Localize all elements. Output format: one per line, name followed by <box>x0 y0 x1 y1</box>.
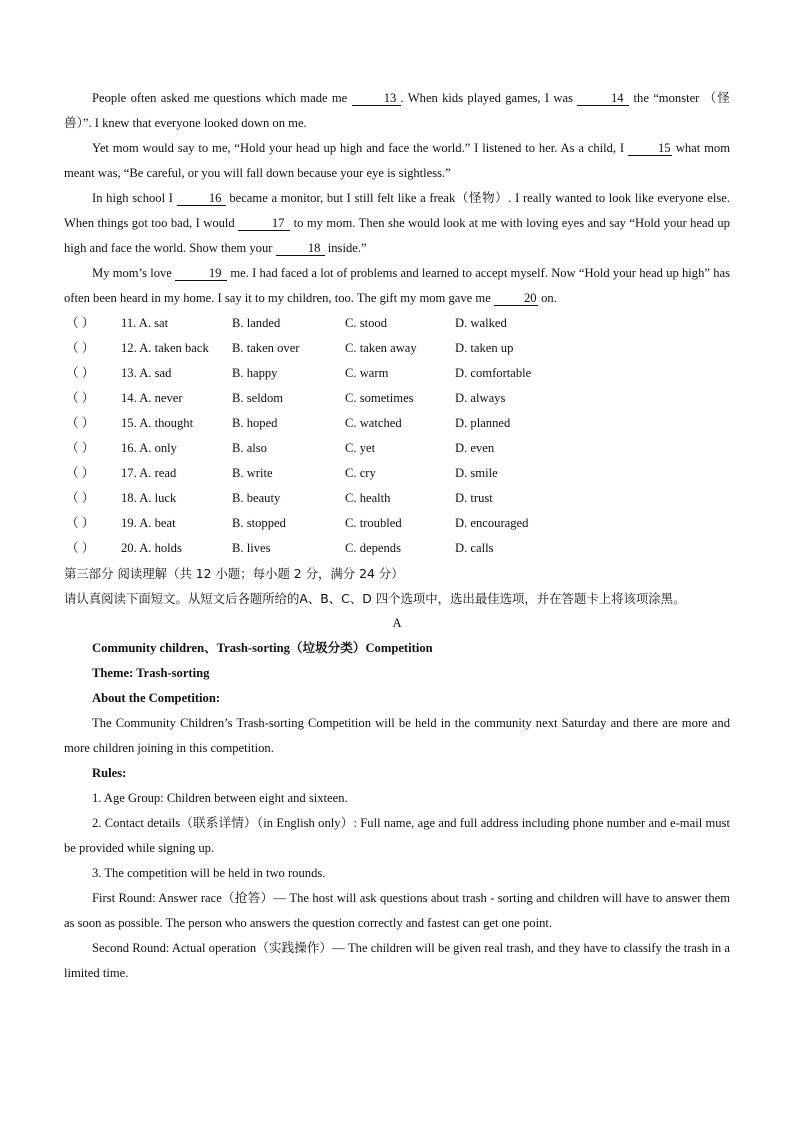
rule-3: 3. The competition will be held in two rounds. <box>92 866 326 880</box>
option-b: B. hoped <box>232 416 278 430</box>
blank-19: 19 <box>175 266 227 281</box>
option-b: B. lives <box>232 541 271 555</box>
option-a: 12. A. taken back <box>121 341 209 355</box>
option-c: C. sometimes <box>345 391 414 405</box>
option-b: B. beauty <box>232 491 281 505</box>
option-c: C. stood <box>345 316 387 330</box>
option-row-20 <box>64 536 730 561</box>
cloze-paragraph-2: Yet mom would say to me, “Hold your head up high and face the world.” I listened to her. As a child, I 15 what mom meant was, “Be careful, or you will fall down because your eye is sightless.” <box>64 141 730 180</box>
option-d: D. even <box>455 441 495 455</box>
option-row-18 <box>64 486 730 511</box>
option-a: 16. A. only <box>121 441 177 455</box>
blank-15: 15 <box>628 141 672 156</box>
option-d: D. smile <box>455 466 498 480</box>
option-a: 15. A. thought <box>121 416 194 430</box>
option-row-14 <box>64 386 730 411</box>
answer-paren: （ ） <box>66 516 95 530</box>
option-c: C. troubled <box>345 516 402 530</box>
option-c: C. taken away <box>345 341 417 355</box>
option-b: B. happy <box>232 366 278 380</box>
answer-paren: （ ） <box>66 541 95 555</box>
rules-heading: Rules: <box>92 766 127 780</box>
option-row-16 <box>64 436 730 461</box>
about-heading: About the Competition: <box>92 691 221 705</box>
option-c: C. depends <box>345 541 401 555</box>
option-d: D. always <box>455 391 506 405</box>
option-c: C. yet <box>345 441 376 455</box>
cloze-options <box>64 311 730 561</box>
option-b: B. stopped <box>232 516 286 530</box>
option-a: 14. A. never <box>121 391 183 405</box>
answer-paren: （ ） <box>66 466 95 480</box>
rule-2: 2. Contact details（联系详情）（in English only）: Full name, age and full address including phone number and e-mail must be provided while signing up. <box>64 816 730 855</box>
answer-paren: （ ） <box>66 316 95 330</box>
round-1: First Round: Answer race（抢答）— The host will ask questions about trash - sorting and children will have to answer them as soon as possible. The person who answers the question correctly and fastest can get one point. <box>64 891 730 930</box>
cloze-paragraph-4: My mom’s love 19 me. I had faced a lot of problems and learned to accept myself. Now “Hold your head up high” has often been heard in my home. I say it to my children, too. The gift my mom gave me 20 on. <box>64 266 730 305</box>
answer-paren: （ ） <box>66 491 95 505</box>
blank-16: 16 <box>177 191 226 206</box>
option-a: 19. A. beat <box>121 516 176 530</box>
option-a: 11. A. sat <box>121 316 169 330</box>
answer-paren: （ ） <box>66 416 95 430</box>
option-b: B. also <box>232 441 267 455</box>
blank-17: 17 <box>238 216 290 231</box>
blank-13: 13 <box>352 91 401 106</box>
option-a: 17. A. read <box>121 466 177 480</box>
round-2: Second Round: Actual operation（实践操作）— The children will be given real trash, and they have to classify the trash in a limited time. <box>64 941 730 980</box>
option-d: D. taken up <box>455 341 514 355</box>
blank-14: 14 <box>577 91 629 106</box>
option-row-13 <box>64 361 730 386</box>
option-d: D. encouraged <box>455 516 529 530</box>
option-c: C. cry <box>345 466 376 480</box>
option-d: D. walked <box>455 316 507 330</box>
option-d: D. trust <box>455 491 493 505</box>
blank-18: 18 <box>276 241 325 256</box>
option-c: C. health <box>345 491 391 505</box>
option-d: D. calls <box>455 541 494 555</box>
option-d: D. planned <box>455 416 511 430</box>
option-b: B. write <box>232 466 273 480</box>
cloze-paragraph-3: In high school I 16 became a monitor, but I still felt like a freak（怪物）. I really wanted to look like everyone else. When things got too bad, I would 17 to my mom. Then she would look at me with loving eyes and say “Hold your head up high and face the world. Show them your 18 inside.” <box>64 191 730 255</box>
passage-theme: Theme: Trash-sorting <box>92 666 210 680</box>
blank-20: 20 <box>494 291 538 306</box>
option-row-19 <box>64 511 730 536</box>
cloze-paragraph-1: People often asked me questions which made me 13 . When kids played games, I was 14 the “monster （怪兽）”. I knew that everyone looked down on me. <box>64 91 730 130</box>
rule-1: 1. Age Group: Children between eight and sixteen. <box>92 791 348 805</box>
section-instruction: 请认真阅读下面短文。从短文后各题所给的A、B、C、D 四个选项中，选出最佳选项，并在答题卡上将该项涂黑。 <box>64 591 686 606</box>
option-a: 13. A. sad <box>121 366 172 380</box>
option-a: 20. A. holds <box>121 541 182 555</box>
option-b: B. seldom <box>232 391 284 405</box>
option-b: B. landed <box>232 316 281 330</box>
option-row-12 <box>64 336 730 361</box>
option-d: D. comfortable <box>455 366 532 380</box>
answer-paren: （ ） <box>66 441 95 455</box>
answer-paren: （ ） <box>66 391 95 405</box>
section-heading: 第三部分 阅读理解（共 12 小题；每小题 2 分，满分 24 分） <box>64 566 404 581</box>
option-c: C. watched <box>345 416 402 430</box>
answer-paren: （ ） <box>66 366 95 380</box>
passage-label: A <box>392 616 402 630</box>
document-page <box>64 86 730 986</box>
option-a: 18. A. luck <box>121 491 177 505</box>
option-row-15 <box>64 411 730 436</box>
option-row-17 <box>64 461 730 486</box>
about-text: The Community Children’s Trash-sorting Competition will be held in the community next Saturday and there are more and more children joining in this competition. <box>64 716 730 755</box>
option-c: C. warm <box>345 366 389 380</box>
answer-paren: （ ） <box>66 341 95 355</box>
option-row-11 <box>64 311 730 336</box>
passage-title: Community children、Trash-sorting（垃圾分类）Competition <box>92 641 433 655</box>
option-b: B. taken over <box>232 341 300 355</box>
